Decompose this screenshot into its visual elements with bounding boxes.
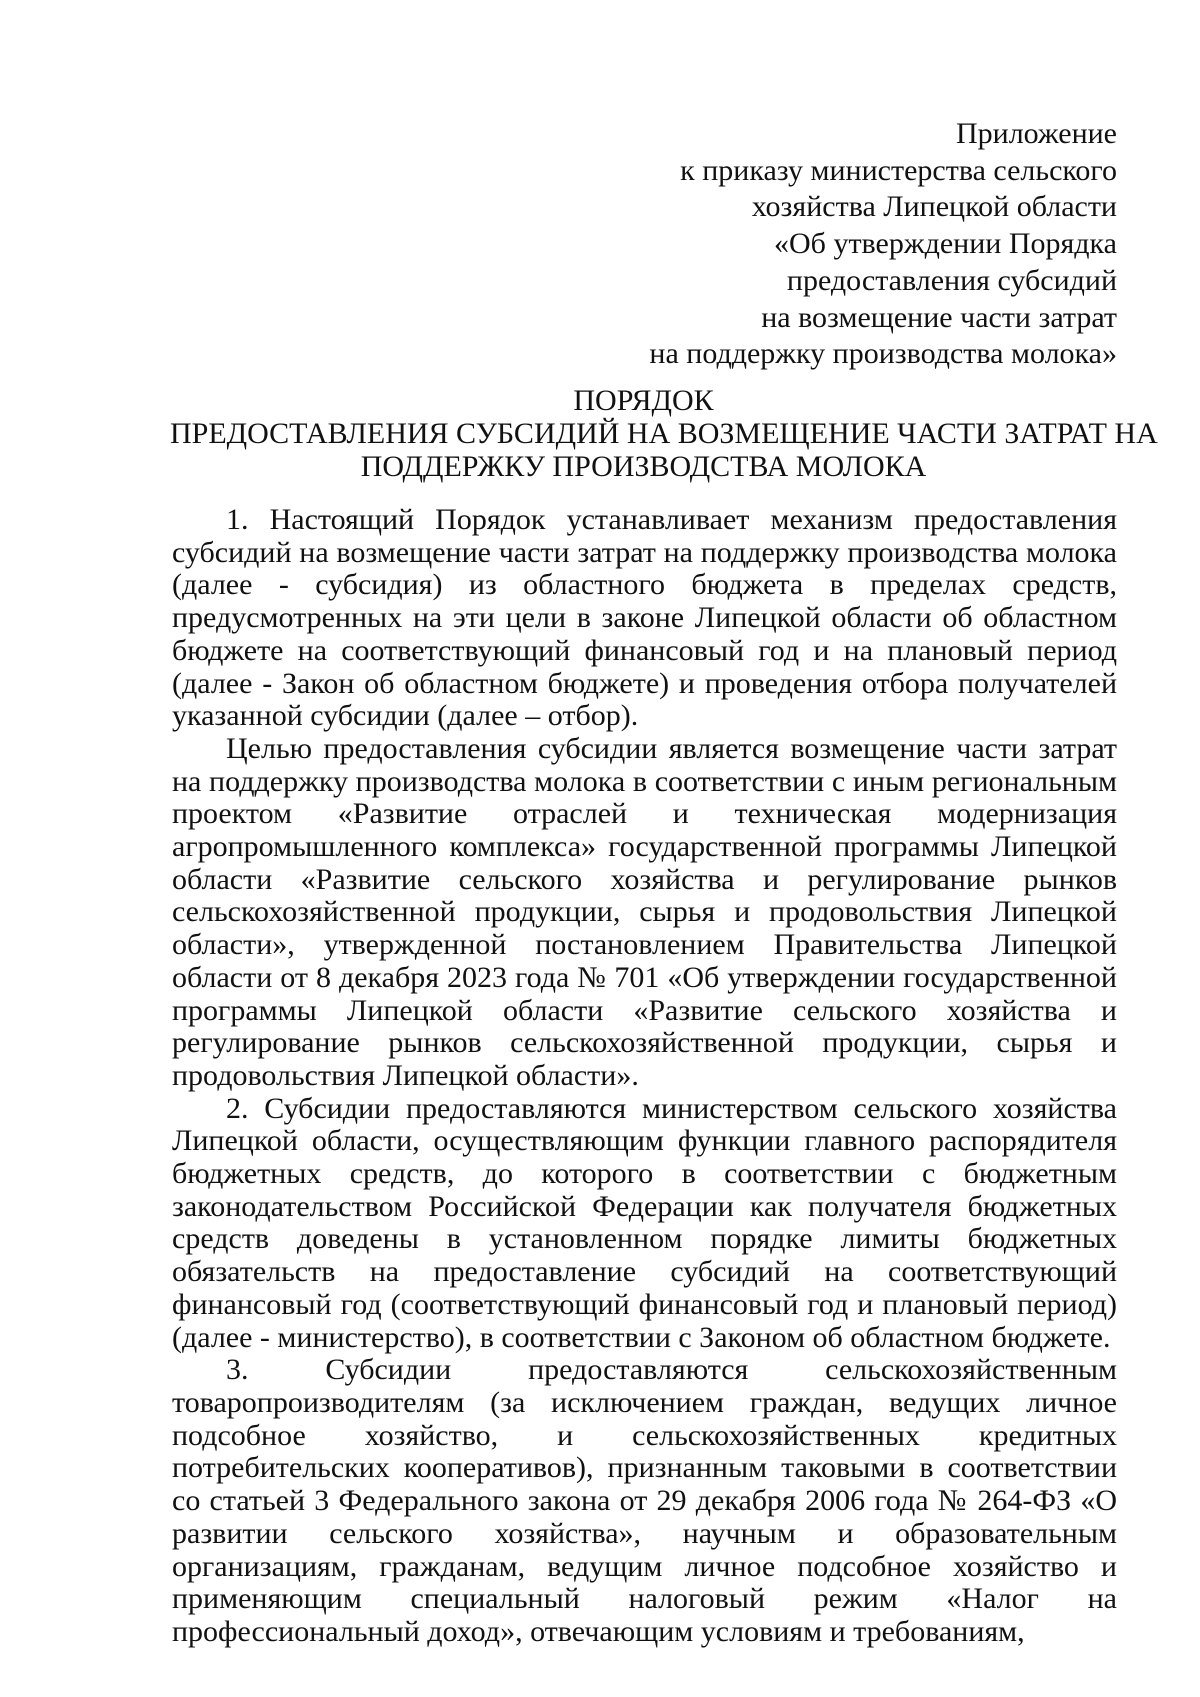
paragraph-1: 1. Настоящий Порядок устанавливает механизм предоставления субсидий на возмещение части затрат на поддержку производства молока (далее - субсидия) из областного бюджета в пределах средств, предусмотренных на эти цели в законе Липецкой области об областном бюджете на соответствующий финансовый год и на плановый период (далее - Закон об областном бюджете) и проведения отбора получателей указанной субсидии (далее – отбор). — [172, 503, 1117, 733]
appendix-header — [600, 116, 1117, 373]
title-line: ПОРЯДОК — [573, 384, 714, 417]
document-title — [170, 384, 1158, 483]
appendix-line: на поддержку производства молока» — [649, 337, 1117, 371]
appendix-line: «Об утверждении Порядка — [774, 227, 1117, 261]
appendix-line: хозяйства Липецкой области — [751, 190, 1117, 224]
paragraph-3: 3. Субсидии предоставляются сельскохозяйственным товаропроизводителям (за исключением граждан, ведущих личное подсобное хозяйство, и сельскохозяйственных кредитных потребительских кооперативов), признанным таковыми в соответствии со статьей 3 Федерального закона от 29 декабря 2006 года № 264-ФЗ «О развитии сельского хозяйства», научным и образовательным организациям, гражданам, ведущим личное подсобное хозяйство и применяющим специальный налоговый режим «Налог на профессиональный доход», отвечающим условиям и требованиям, — [172, 1353, 1117, 1648]
document-body — [172, 504, 1117, 1649]
title-line: ПОДДЕРЖКУ ПРОИЗВОДСТВА МОЛОКА — [360, 450, 927, 483]
appendix-line: Приложение — [955, 117, 1117, 150]
paragraph-2: 2. Субсидии предоставляются министерством сельского хозяйства Липецкой области, осуществляющим функции главного распорядителя бюджетных средств, до которого в соответствии с бюджетным законодательством Российской Федерации как получателя бюджетных средств доведены в установленном порядке лимиты бюджетных обязательств на предоставление субсидий на соответствующий финансовый год (соответствующий финансовый год и плановый период) (далее - министерство), в соответствии с Законом об областном бюджете. — [172, 1091, 1117, 1354]
appendix-line: на возмещение части затрат — [761, 300, 1117, 334]
appendix-line: к приказу министерства сельского — [680, 153, 1117, 187]
appendix-line: предоставления субсидий — [786, 263, 1117, 297]
title-line: ПРЕДОСТАВЛЕНИЯ СУБСИДИЙ НА ВОЗМЕЩЕНИЕ ЧАСТИ ЗАТРАТ НА — [170, 417, 1158, 450]
paragraph-goal: Целью предоставления субсидии является возмещение части затрат на поддержку производства молока в соответствии с иным региональным проектом «Развитие отраслей и техническая модернизация агропромышленного комплекса» государственной программы Липецкой области «Развитие сельского хозяйства и регулирование рынков сельскохозяйственной продукции, сырья и продовольствия Липецкой области», утвержденной постановлением Правительства Липецкой области от 8 декабря 2023 года № 701 «Об утверждении государственной программы Липецкой области «Развитие сельского хозяйства и регулирование рынков сельскохозяйственной продукции, сырья и продовольствия Липецкой области». — [172, 731, 1117, 1092]
